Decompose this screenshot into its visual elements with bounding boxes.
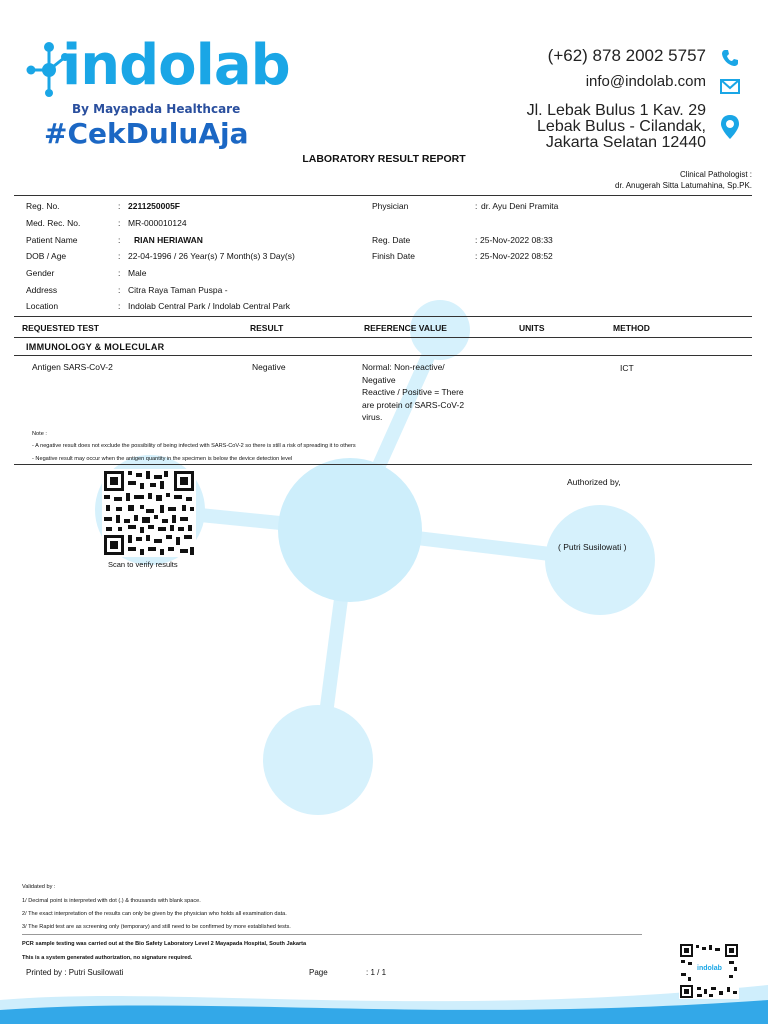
note-line-2: - Negative result may occur when the antigen quantity in the specimen is below the device detection level — [32, 456, 293, 462]
divider-table-top — [14, 316, 752, 317]
divider-footer — [22, 934, 642, 935]
colon: : — [118, 201, 121, 211]
logo-text: indolab — [62, 33, 290, 98]
med-rec-value: MR-000010124 — [128, 218, 187, 228]
pcr-note: PCR sample testing was carried out at the Bio Safety Laboratory Level 2 Mayapada Hospital, South Jakarta — [22, 941, 307, 947]
contact-address — [527, 103, 706, 151]
phone-icon — [720, 48, 740, 68]
reference-line: Negative — [362, 374, 396, 385]
divider-top — [14, 195, 752, 196]
location-value: Indolab Central Park / Indolab Central Park — [128, 301, 291, 311]
colon: : — [118, 285, 121, 295]
clinical-pathologist — [615, 169, 752, 191]
clinical-pathologist-name: dr. Anugerah Sitta Latumahina, Sp.PK. — [615, 181, 752, 190]
med-rec-label: Med. Rec. No. — [26, 218, 81, 228]
footer-line-1: 1/ Decimal point is interpreted with dot (.) & thousands with blank space. — [22, 898, 201, 904]
reference-line: Normal: Non-reactive/ — [362, 362, 445, 372]
patient-name-label: Patient Name — [26, 235, 78, 245]
colon: : — [475, 235, 478, 245]
note-line-1: - A negative result does not exclude the possibility of being infected with SARS-CoV-2 so there is still a risk of spreading it to others — [32, 443, 356, 449]
colon: : — [118, 251, 121, 261]
mail-icon — [720, 76, 740, 96]
finish-date-value: 25-Nov-2022 08:52 — [480, 251, 553, 261]
finish-date-label: Finish Date — [372, 251, 415, 261]
auth-note: This is a system generated authorization, no signature required. — [22, 955, 193, 961]
colon: : — [475, 251, 478, 261]
footer-line-3: 3/ The Rapid test are as screening only (temporary) and still need to be confirmed by more established tests. — [22, 924, 291, 930]
gender-value: Male — [128, 268, 147, 278]
reference-value — [362, 361, 502, 424]
footer-line-2: 2/ The exact interpretation of the results can only be given by the physician who holds all examination data. — [22, 911, 287, 917]
patient-name-value: RIAN HERIAWAN — [134, 235, 203, 245]
reference-line: Reactive / Positive = There — [362, 387, 464, 397]
location-pin-icon — [720, 114, 740, 140]
address-label: Address — [26, 285, 58, 295]
reg-date-value: 25-Nov-2022 08:33 — [480, 235, 553, 245]
address-line-1: Jl. Lebak Bulus 1 Kav. 29 — [526, 102, 706, 119]
dob-label: DOB / Age — [26, 251, 67, 261]
printed-by: Printed by : Putri Susilowati — [26, 968, 124, 977]
contact-email: info@indolab.com — [585, 73, 706, 90]
divider-table-header — [14, 337, 752, 338]
header-requested-test: REQUESTED TEST — [22, 323, 99, 333]
authorized-label: Authorized by, — [567, 477, 621, 487]
section-title: IMMUNOLOGY & MOLECULAR — [26, 342, 165, 352]
location-label: Location — [26, 301, 59, 311]
report-title: LABORATORY RESULT REPORT — [302, 153, 466, 165]
test-method: ICT — [620, 363, 634, 373]
colon: : — [118, 268, 121, 278]
reg-no-label: Reg. No. — [26, 201, 60, 211]
header-units: UNITS — [519, 323, 545, 333]
verify-label: Scan to verify results — [108, 560, 178, 569]
gender-label: Gender — [26, 268, 55, 278]
contact-phone: (+62) 878 2002 5757 — [547, 46, 706, 65]
physician-value: dr. Ayu Deni Pramita — [481, 201, 559, 211]
colon: : — [118, 301, 121, 311]
address-value: Citra Raya Taman Puspa - — [128, 285, 228, 295]
test-name: Antigen SARS-CoV-2 — [32, 362, 113, 372]
colon: : — [118, 218, 121, 228]
reg-date-label: Reg. Date — [372, 235, 411, 245]
colon: : — [118, 235, 121, 245]
verify-qr-code[interactable] — [102, 469, 196, 557]
dob-value: 22-04-1996 / 26 Year(s) 7 Month(s) 3 Day(s) — [128, 251, 295, 261]
page-value: : 1 / 1 — [366, 968, 387, 977]
logo-subtitle: By Mayapada Healthcare — [72, 102, 241, 116]
authorized-name: ( Putri Susilowati ) — [558, 542, 627, 552]
address-line-3: Jakarta Selatan 12440 — [545, 134, 706, 151]
reference-line: are protein of SARS-CoV-2 — [362, 399, 465, 410]
header-result: RESULT — [250, 323, 284, 333]
reg-no-value: 2211250005F — [128, 201, 180, 211]
divider-section — [14, 355, 752, 356]
header-reference-value: REFERENCE VALUE — [364, 323, 447, 333]
note-title: Note : — [32, 431, 47, 437]
divider-notes — [14, 464, 752, 465]
page-label: Page — [309, 968, 328, 977]
footer-qr-logo: indolab — [697, 965, 722, 972]
clinical-pathologist-label: Clinical Pathologist : — [679, 170, 752, 179]
reference-line: virus. — [362, 412, 383, 422]
validated-by: Validated by : — [22, 884, 56, 890]
physician-label: Physician — [372, 201, 409, 211]
address-line-2: Lebak Bulus - Cilandak, — [537, 118, 706, 135]
hashtag: #CekDuluAja — [44, 117, 249, 150]
header-method: METHOD — [613, 323, 650, 333]
colon: : — [475, 201, 478, 211]
test-result: Negative — [252, 362, 286, 372]
